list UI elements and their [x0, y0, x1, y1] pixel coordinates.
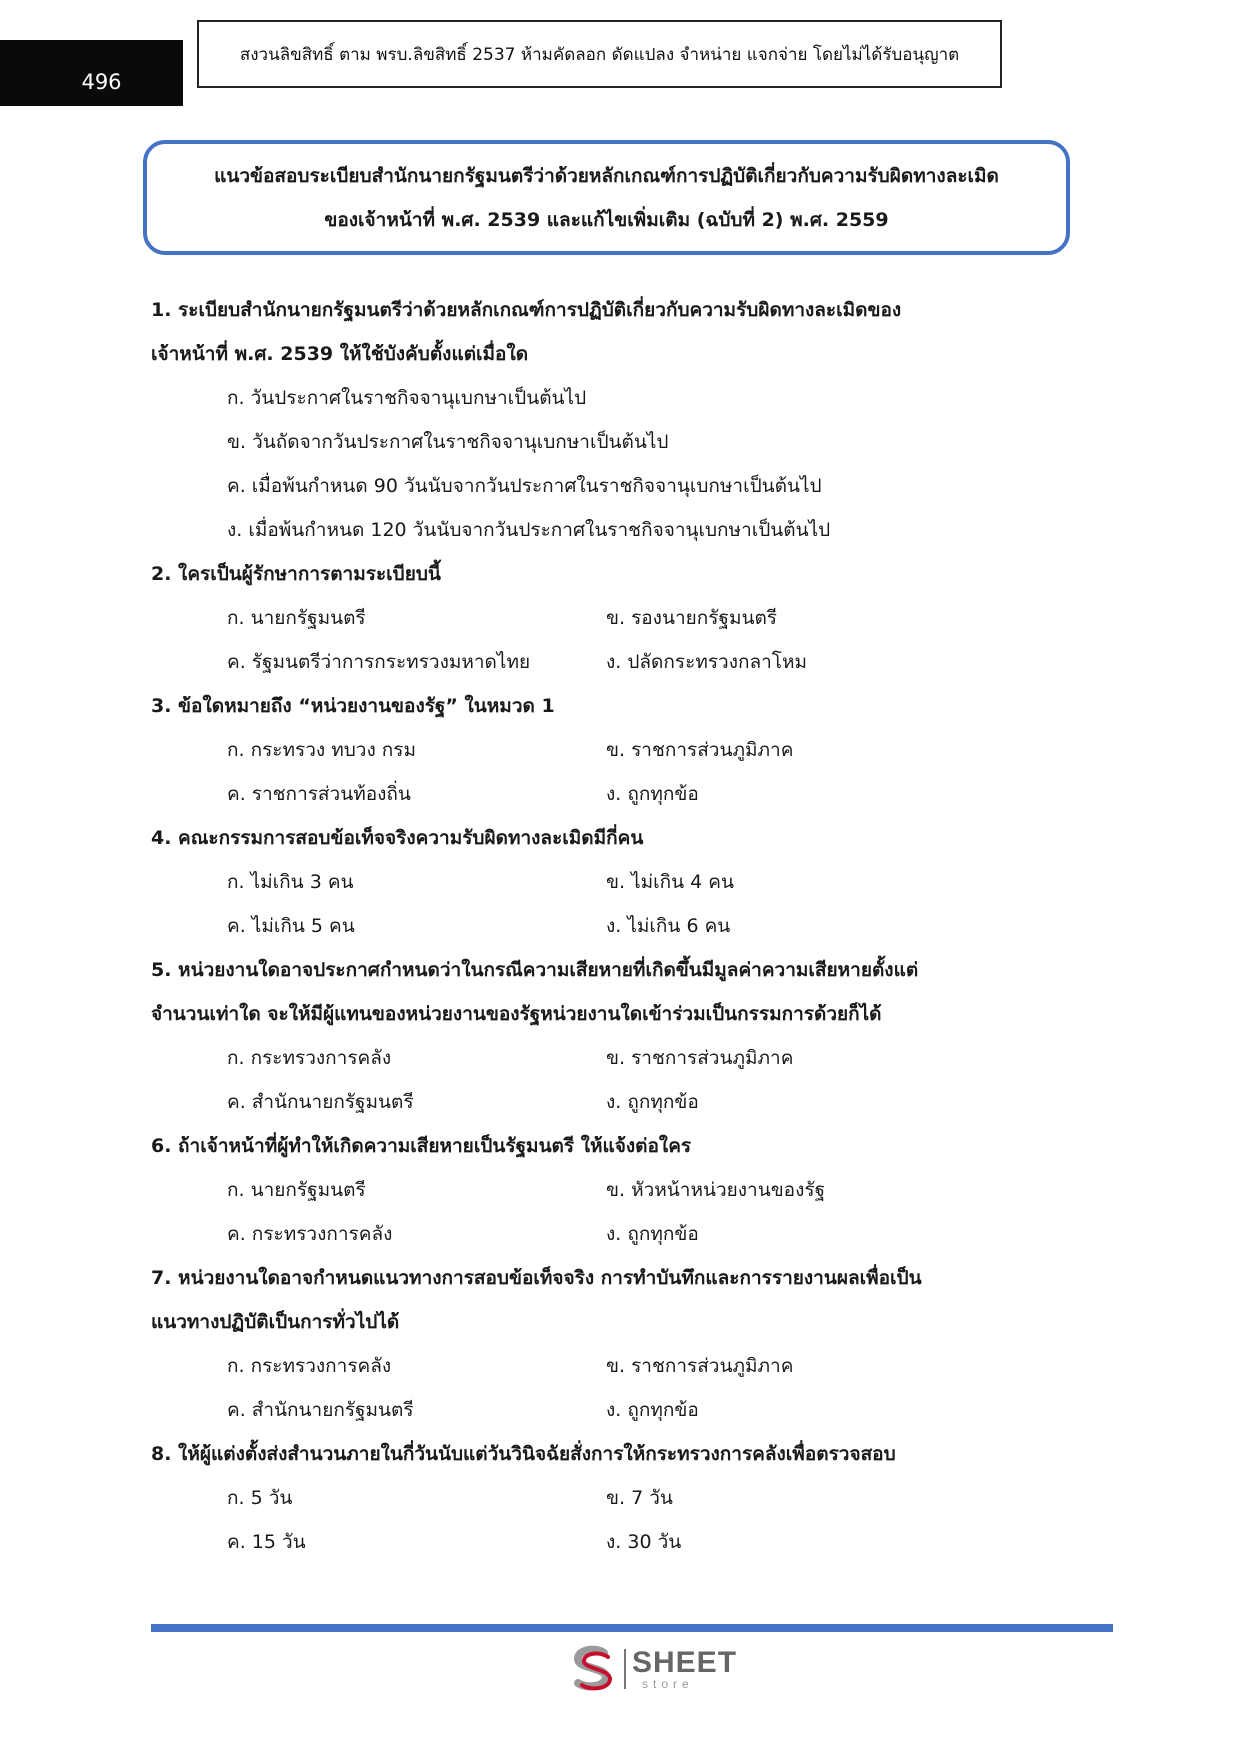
question-5-line-1: 5. หน่วยงานใดอาจประกาศกำหนดว่าในกรณีความเสียหายที่เกิดขึ้นมีมูลค่าความเสียหายตั้งแต่	[151, 959, 919, 981]
question-2-options-row-1	[151, 596, 1091, 640]
logo-word: SHEET	[632, 1646, 738, 1679]
question-6-option-a: ก. นายกรัฐมนตรี	[227, 1179, 366, 1201]
question-2-option-a: ก. นายกรัฐมนตรี	[227, 607, 366, 629]
question-5-line-2: จำนวนเท่าใด จะให้มีผู้แทนของหน่วยงานของรัฐหน่วยงานใดเข้าร่วมเป็นกรรมการด้วยก็ได้	[151, 1003, 882, 1025]
question-8-options-row-2	[151, 1520, 1091, 1564]
logo-text	[632, 1648, 737, 1690]
question-5-option-c: ค. สำนักนายกรัฐมนตรี	[227, 1091, 414, 1113]
copyright-text: สงวนลิขสิทธิ์ ตาม พรบ.ลิขสิทธิ์ 2537 ห้ามคัดลอก ดัดแปลง จำหน่าย แจกจ่าย โดยไม่ได้รับอนุญาต	[239, 44, 960, 65]
question-5-options-row-2	[151, 1080, 1091, 1124]
question-list	[151, 288, 1091, 1564]
question-7-option-c: ค. สำนักนายกรัฐมนตรี	[227, 1399, 414, 1421]
footer-divider	[151, 1624, 1113, 1632]
question-4-option-a: ก. ไม่เกิน 3 คน	[227, 871, 354, 893]
question-7-option-a: ก. กระทรวงการคลัง	[227, 1355, 392, 1377]
question-8-option-d: ง. 30 วัน	[606, 1531, 682, 1553]
question-8-option-c: ค. 15 วัน	[227, 1531, 306, 1553]
page-number: 496	[81, 70, 122, 94]
question-1-line-2: เจ้าหน้าที่ พ.ศ. 2539 ให้ใช้บังคับตั้งแต่เมื่อใด	[151, 343, 529, 365]
question-2: 2. ใครเป็นผู้รักษาการตามระเบียบนี้	[151, 563, 441, 585]
question-5-option-d: ง. ถูกทุกข้อ	[606, 1091, 699, 1113]
question-4-option-d: ง. ไม่เกิน 6 คน	[606, 915, 731, 937]
sheet-store-logo	[566, 1640, 746, 1698]
question-7-options-row-2	[151, 1388, 1091, 1432]
question-3-options-row-1	[151, 728, 1091, 772]
page-number-box	[0, 40, 183, 106]
question-4-options-row-2	[151, 904, 1091, 948]
logo-subtitle: store	[642, 1677, 694, 1691]
question-1-option-d: ง. เมื่อพ้นกำหนด 120 วันนับจากวันประกาศในราชกิจจานุเบกษาเป็นต้นไป	[227, 519, 831, 541]
question-6-option-b: ข. หัวหน้าหน่วยงานของรัฐ	[606, 1179, 826, 1201]
question-4-option-b: ข. ไม่เกิน 4 คน	[606, 871, 734, 893]
question-2-option-b: ข. รองนายกรัฐมนตรี	[606, 607, 777, 629]
question-1-option-c: ค. เมื่อพ้นกำหนด 90 วันนับจากวันประกาศในราชกิจจานุเบกษาเป็นต้นไป	[227, 475, 822, 497]
question-5-option-a: ก. กระทรวงการคลัง	[227, 1047, 392, 1069]
question-1-option-a: ก. วันประกาศในราชกิจจานุเบกษาเป็นต้นไป	[227, 387, 587, 409]
question-5-option-b: ข. ราชการส่วนภูมิภาค	[606, 1047, 794, 1069]
question-3-option-a: ก. กระทรวง ทบวง กรม	[227, 739, 417, 761]
question-1-line-1: 1. ระเบียบสำนักนายกรัฐมนตรีว่าด้วยหลักเกณฑ์การปฏิบัติเกี่ยวกับความรับผิดทางละเมิดของ	[151, 299, 902, 321]
question-1-option-b: ข. วันถัดจากวันประกาศในราชกิจจานุเบกษาเป็นต้นไป	[227, 431, 669, 453]
question-2-options-row-2	[151, 640, 1091, 684]
question-3-option-b: ข. ราชการส่วนภูมิภาค	[606, 739, 794, 761]
question-3: 3. ข้อใดหมายถึง “หน่วยงานของรัฐ” ในหมวด 1	[151, 695, 555, 717]
question-7-option-d: ง. ถูกทุกข้อ	[606, 1399, 699, 1421]
copyright-notice	[197, 20, 1002, 88]
question-8-option-a: ก. 5 วัน	[227, 1487, 293, 1509]
question-3-option-d: ง. ถูกทุกข้อ	[606, 783, 699, 805]
question-2-option-c: ค. รัฐมนตรีว่าการกระทรวงมหาดไทย	[227, 651, 531, 673]
exam-title-box	[143, 140, 1070, 255]
question-7-line-2: แนวทางปฏิบัติเป็นการทั่วไปได้	[151, 1311, 400, 1333]
question-4-option-c: ค. ไม่เกิน 5 คน	[227, 915, 355, 937]
question-4-options-row-1	[151, 860, 1091, 904]
question-3-option-c: ค. ราชการส่วนท้องถิ่น	[227, 783, 411, 805]
question-2-option-d: ง. ปลัดกระทรวงกลาโหม	[606, 651, 808, 673]
question-4: 4. คณะกรรมการสอบข้อเท็จจริงความรับผิดทางละเมิดมีกี่คน	[151, 827, 644, 849]
question-8-option-b: ข. 7 วัน	[606, 1487, 673, 1509]
question-6-options-row-1	[151, 1168, 1091, 1212]
question-6: 6. ถ้าเจ้าหน้าที่ผู้ทำให้เกิดความเสียหายเป็นรัฐมนตรี ให้แจ้งต่อใคร	[151, 1135, 692, 1157]
question-7-options-row-1	[151, 1344, 1091, 1388]
question-8: 8. ให้ผู้แต่งตั้งส่งสำนวนภายในกี่วันนับแต่วันวินิจฉัยสั่งการให้กระทรวงการคลังเพื่อตรวจสอบ	[151, 1443, 896, 1465]
question-6-option-c: ค. กระทรวงการคลัง	[227, 1223, 393, 1245]
logo-separator	[624, 1649, 626, 1689]
question-5-options-row-1	[151, 1036, 1091, 1080]
question-6-options-row-2	[151, 1212, 1091, 1256]
exam-title-line-2: ของเจ้าหน้าที่ พ.ศ. 2539 และแก้ไขเพิ่มเติม (ฉบับที่ 2) พ.ศ. 2559	[324, 208, 889, 231]
question-7-line-1: 7. หน่วยงานใดอาจกำหนดแนวทางการสอบข้อเท็จจริง การทำบันทึกและการรายงานผลเพื่อเป็น	[151, 1267, 922, 1289]
question-8-options-row-1	[151, 1476, 1091, 1520]
question-6-option-d: ง. ถูกทุกข้อ	[606, 1223, 699, 1245]
question-7-option-b: ข. ราชการส่วนภูมิภาค	[606, 1355, 794, 1377]
sheet-logo-icon	[566, 1643, 618, 1695]
question-3-options-row-2	[151, 772, 1091, 816]
exam-title-line-1: แนวข้อสอบระเบียบสำนักนายกรัฐมนตรีว่าด้วยหลักเกณฑ์การปฏิบัติเกี่ยวกับความรับผิดทางละเมิด	[214, 164, 999, 187]
